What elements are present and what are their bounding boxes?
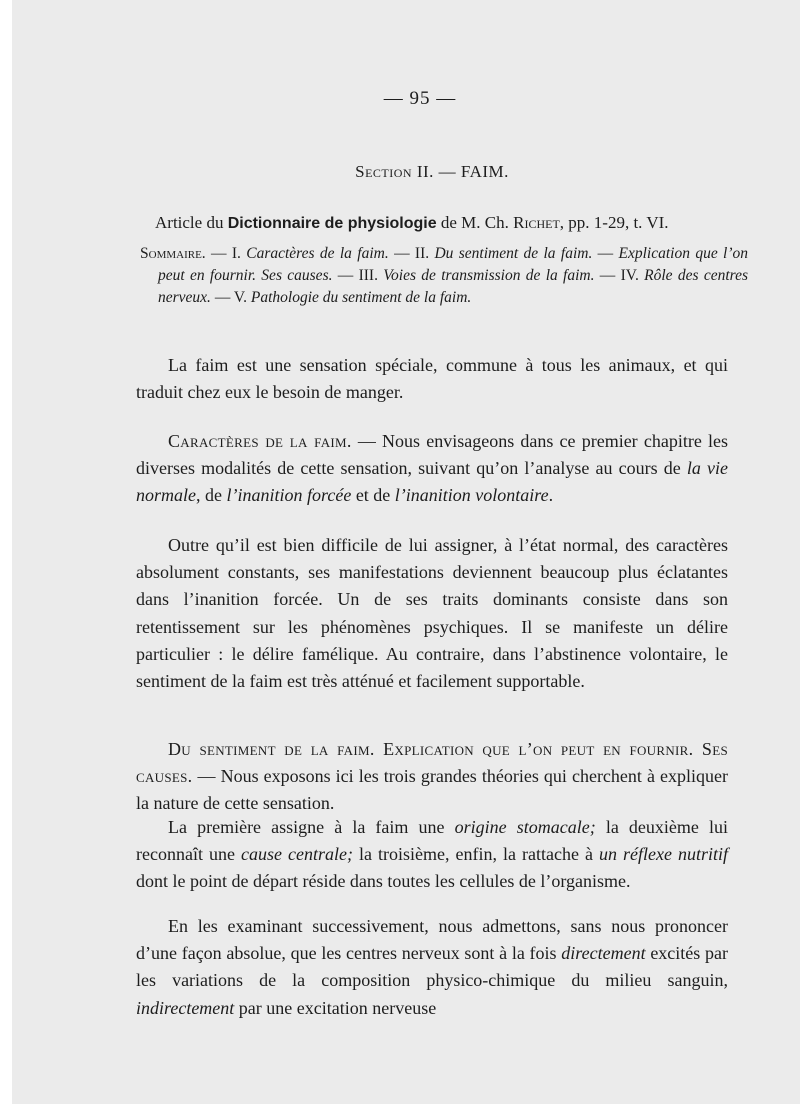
paragraph-italic: cause centrale;	[241, 844, 353, 865]
paragraph-italic: l’inanition forcée	[226, 485, 352, 506]
summary-text: — I.	[205, 245, 247, 262]
paragraph-text: la troisième, enfin, la rattache à	[352, 844, 600, 865]
summary-text: —	[592, 245, 619, 262]
paragraph-examen	[136, 913, 728, 1022]
summary-text: — III.	[332, 267, 384, 284]
article-ref-text: de M. Ch.	[436, 213, 514, 232]
summary-item: Du sentiment de la faim.	[434, 245, 593, 262]
article-reference	[155, 213, 755, 233]
summary-item: Caractères de la faim.	[246, 245, 389, 262]
section-prefix: Section	[355, 162, 413, 181]
paragraph-text: — Nous exposons ici les trois grandes théories qui cherchent à expliquer la nature de cette sensation.	[136, 766, 728, 814]
paragraph-text: .	[548, 485, 554, 506]
paragraph-italic: l’inanition volontaire	[394, 485, 549, 506]
page-number: — 95 —	[383, 88, 457, 109]
summary-item: Rôle des centres nerveux.	[158, 267, 749, 306]
section-heading	[0, 162, 800, 182]
paragraph-theories	[136, 814, 728, 896]
paragraph-intro: La faim est une sensation spéciale, commune à tous les animaux, et qui traduit chez eux le besoin de manger.	[136, 355, 728, 403]
paragraph-text: — Nous envisageons dans ce premier chapitre les diverses modalités de cette sensation, suivant qu’on l’analyse au cours de	[136, 431, 728, 479]
paragraph-text: dont le point de départ réside dans toutes les cellules de l’organisme.	[136, 871, 631, 892]
summary-item: Pathologie du sentiment de la faim.	[250, 289, 472, 306]
summary-block	[140, 243, 748, 309]
paragraph-italic: indirectement	[136, 997, 235, 1018]
summary-label: Sommaire.	[140, 245, 206, 262]
paragraph-sentiment	[136, 736, 728, 818]
paragraph-text: , de	[196, 485, 227, 506]
paragraph-text: excités par les variations de la composition physico-chimique du milieu sanguin,	[136, 943, 728, 991]
paragraph-text: En les examinant successivement, nous admettons, sans nous prononcer d’une façon absolue, que les centres nerveux sont à la fois	[136, 916, 728, 964]
paragraph-italic: directement	[561, 943, 646, 964]
summary-text: — II.	[388, 245, 435, 262]
summary-item: Explication que l’on peut en fournir. Ses causes.	[158, 245, 749, 284]
dictionary-title: Dictionnaire de physiologie	[227, 215, 437, 232]
paragraph-outre: Outre qu’il est bien difficile de lui assigner, à l’état normal, des caractères absolument constants, ses manifestations deviennent beaucoup plus éclatantes dans l’inanition forcée. Un de ses traits dominants consiste dans son retentissement sur les phénomènes psychiques. Il se manifeste un délire particulier : le délire famélique. Au contraire, dans l’abstinence volontaire, le sentiment de la faim est très atténué et facilement supportable.	[136, 535, 728, 692]
summary-item: Voies de transmission de la faim.	[383, 267, 595, 284]
summary-text: — V.	[210, 289, 251, 306]
paragraph-italic: un réflexe nutritif	[599, 844, 729, 865]
paragraph-heading: Caractères de la faim.	[168, 431, 352, 451]
paragraph-heading: Du sentiment de la faim. Explication que l’on peut en fournir. Ses causes.	[136, 739, 728, 787]
section-title: II. — FAIM.	[412, 162, 509, 181]
paragraph-text: par une excitation nerveuse	[234, 997, 437, 1018]
paragraph-text: La première assigne à la faim une	[168, 817, 455, 837]
paragraph-caracteres	[136, 428, 728, 510]
summary-text: — IV.	[594, 267, 645, 284]
article-ref-pages: , pp. 1-29, t. VI.	[559, 213, 669, 232]
paragraph-text: la deuxième lui reconnaît une	[136, 817, 728, 865]
paragraph-italic: la vie normale	[136, 458, 728, 506]
article-ref-text: Article du	[155, 213, 228, 232]
author-name: Richet	[513, 213, 560, 232]
paragraph-text: et de	[351, 485, 395, 506]
paragraph-italic: origine stomacale;	[454, 817, 596, 837]
